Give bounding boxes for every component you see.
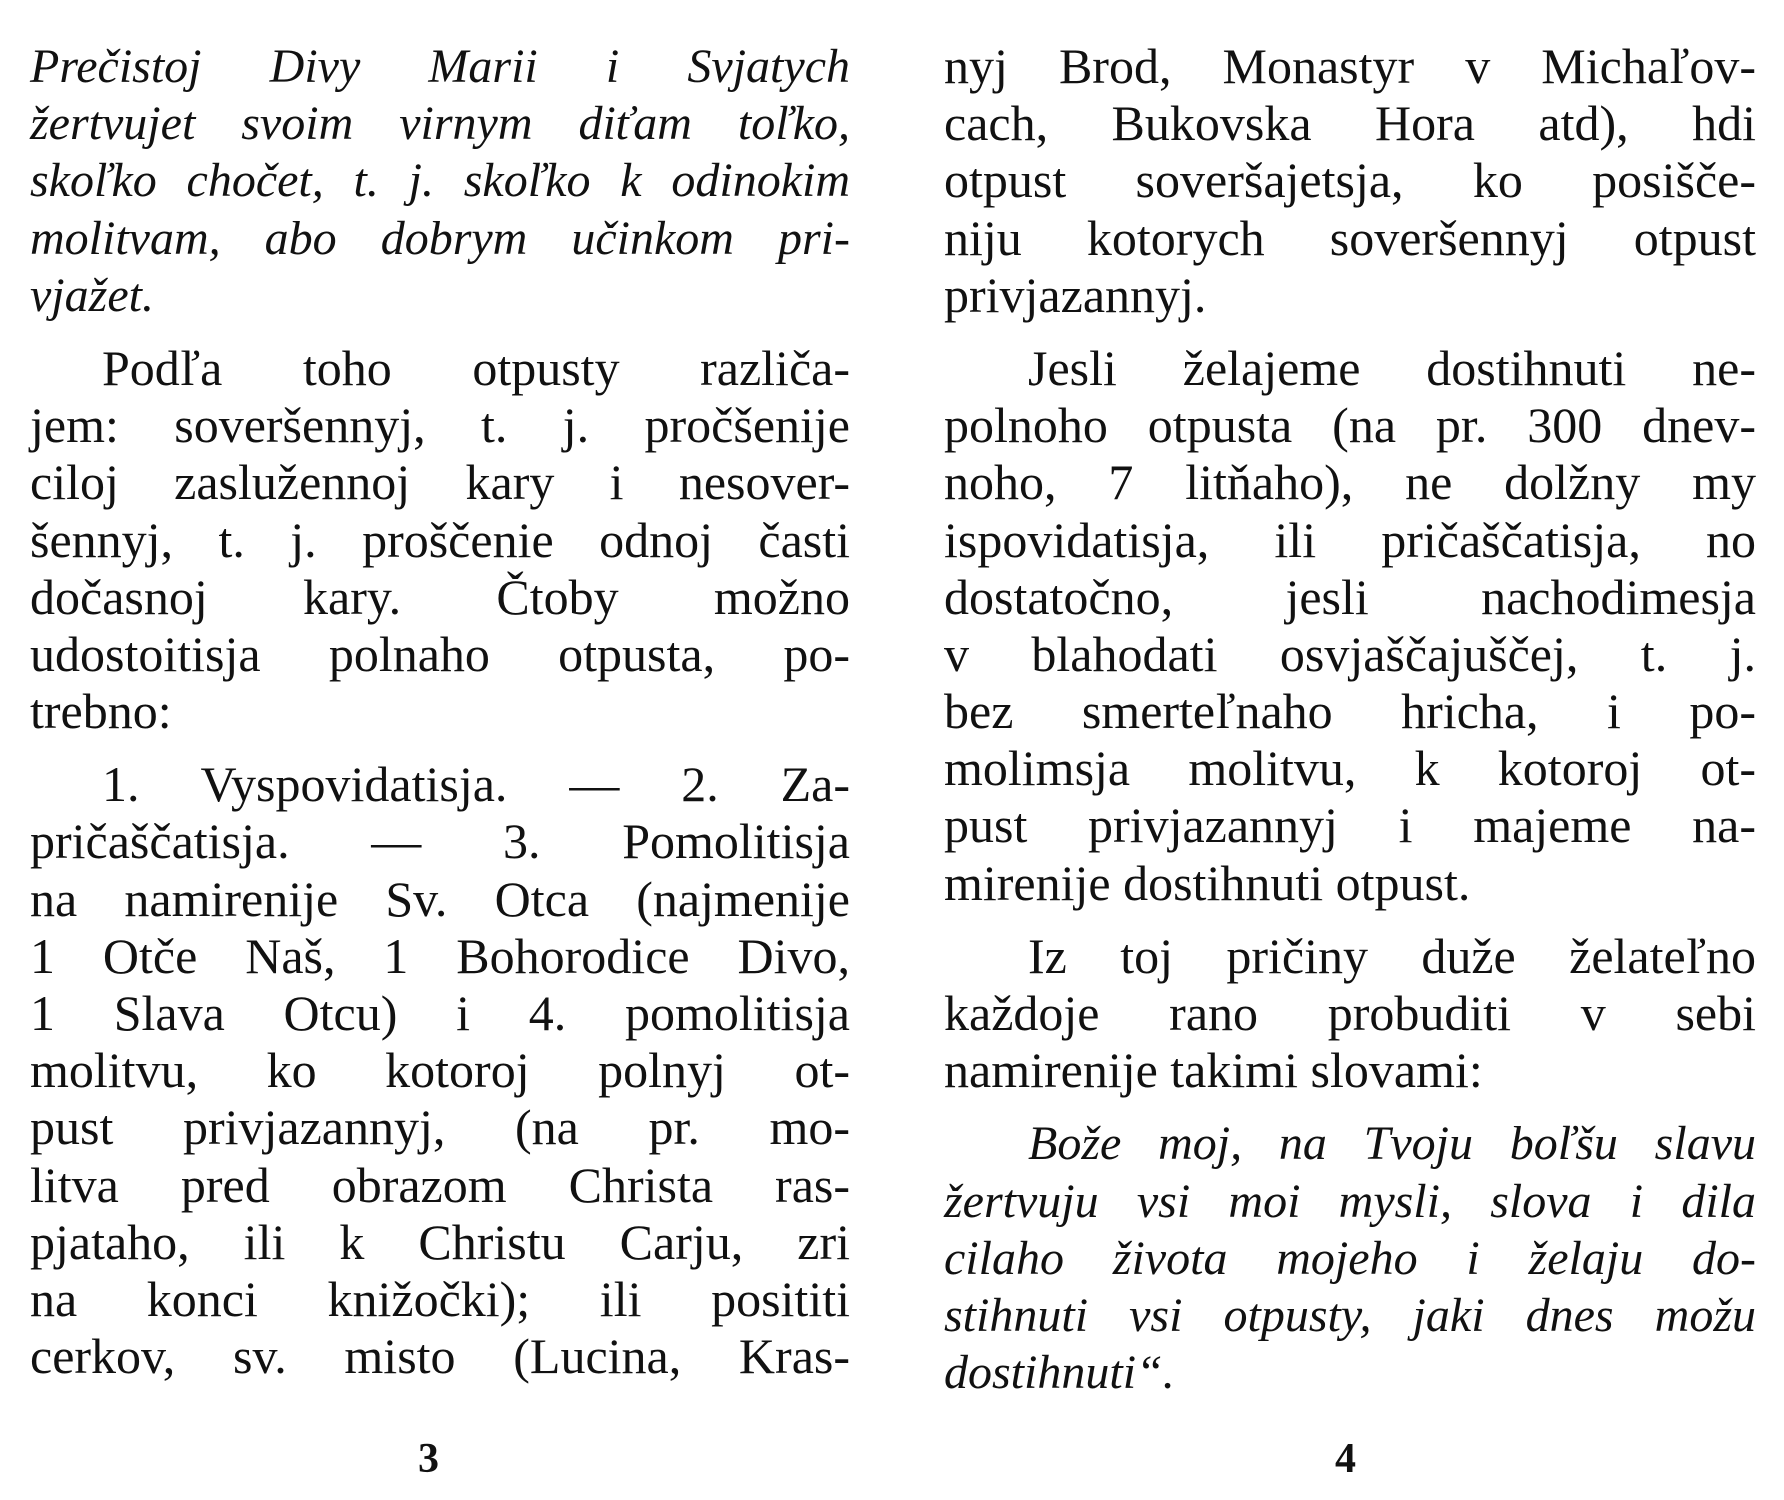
text-line: 1. Vyspovidatisja. — 2. Za-	[102, 756, 850, 813]
text-line: v blahodati osvjaščajuščej, t. j.	[944, 625, 1756, 682]
text-line: na konci knižočki); ili posititi	[30, 1270, 850, 1327]
text-line: nyj Brod, Monastyr v Michaľov-	[944, 38, 1756, 94]
text-line: pjataho, ili k Christu Carju, zri	[30, 1213, 850, 1270]
text-line: dostatočno, jesli nachodimesja	[944, 568, 1756, 625]
text-line: cilaho života mojeho i želaju do-	[944, 1231, 1756, 1285]
text-line: noho, 7 litňaho), ne dolžny my	[944, 454, 1756, 511]
text-line: trebno:	[30, 683, 172, 740]
text-line: litva pred obrazom Christa ras-	[30, 1156, 850, 1213]
text-line: molimsja molitvu, k kotoroj ot-	[944, 740, 1756, 797]
text-line: pričaščatisja. — 3. Pomolitisja	[30, 813, 850, 870]
text-line: dostihnuti“.	[944, 1346, 1175, 1400]
text-line: privjazannyj.	[944, 266, 1207, 323]
text-line: namirenije takimi slovami:	[944, 1042, 1483, 1099]
text-line: žertvujet svoim virnym diťam toľko,	[30, 97, 850, 151]
text-line: ciloj zaslužennoj kary i nesover-	[30, 454, 850, 511]
text-line: polnoho otpusta (na pr. 300 dnev-	[944, 397, 1756, 454]
paragraph-places-continued	[944, 38, 1756, 324]
text-line: stihnuti vsi otpusty, jaki dnes možu	[944, 1288, 1756, 1342]
paragraph-prayer-italic	[944, 1115, 1756, 1401]
text-line: Prečistoj Divy Marii i Svjatych	[30, 40, 850, 93]
text-line: niju kotorych soveršennyj otpust	[944, 209, 1756, 266]
text-line: skoľko chočet, t. j. skoľko k odinokim	[30, 154, 850, 208]
text-line: každoje rano probuditi v sebi	[944, 985, 1756, 1041]
paragraph-types-of-indulgences	[30, 340, 850, 740]
paragraph-partial-indulgence	[944, 340, 1756, 912]
paragraph-morning-intention	[944, 928, 1756, 1100]
text-line: ispovidatisja, ili pričaščatisja, no	[944, 511, 1756, 568]
text-line: žertvuju vsi moi mysli, slova i dila	[944, 1174, 1756, 1228]
text-line: molitvam, abo dobrym učinkom pri-	[30, 211, 850, 265]
text-line: Bože moj, na Tvoju boľšu slavu	[1028, 1117, 1756, 1171]
left-page	[30, 38, 850, 1385]
right-page	[944, 38, 1756, 1401]
text-line: molitvu, ko kotoroj polnyj ot-	[30, 1042, 850, 1099]
text-line: Jesli želajeme dostihnuti ne-	[1028, 339, 1756, 396]
text-line: jem: soveršennyj, t. j. pročšenije	[30, 397, 850, 454]
text-line: udostoitisja polnaho otpusta, po-	[30, 625, 850, 682]
text-line: mirenije dostihnuti otpust.	[944, 854, 1471, 911]
paragraph-requirements	[30, 756, 850, 1385]
text-line: 1 Otče Naš, 1 Bohorodice Divo,	[30, 927, 850, 984]
text-line: vjažet.	[30, 268, 154, 322]
text-line: cach, Bukovska Hora atd), hdi	[944, 95, 1756, 152]
text-line: otpust soveršajetsja, ko posišče-	[944, 152, 1756, 209]
text-line: cerkov, sv. misto (Lucina, Kras-	[30, 1328, 850, 1385]
paragraph-intro-italic	[30, 38, 850, 324]
text-line: pust privjazannyj, (na pr. mo-	[30, 1099, 850, 1156]
text-line: Podľa toho otpusty različa-	[102, 339, 850, 396]
text-line: Iz toj pričiny duže želateľno	[1028, 927, 1756, 984]
page-number-right: 4	[1335, 1436, 1356, 1482]
text-line: pust privjazannyj i majeme na-	[944, 797, 1756, 854]
text-line: na namirenije Sv. Otca (najmenije	[30, 870, 850, 927]
text-line: bez smerteľnaho hricha, i po-	[944, 683, 1756, 740]
page-number-left: 3	[418, 1436, 439, 1482]
text-line: dočasnoj kary. Čtoby možno	[30, 568, 850, 625]
text-line: 1 Slava Otcu) i 4. pomolitisja	[30, 985, 850, 1041]
text-line: šennyj, t. j. proščenie odnoj časti	[30, 511, 850, 568]
